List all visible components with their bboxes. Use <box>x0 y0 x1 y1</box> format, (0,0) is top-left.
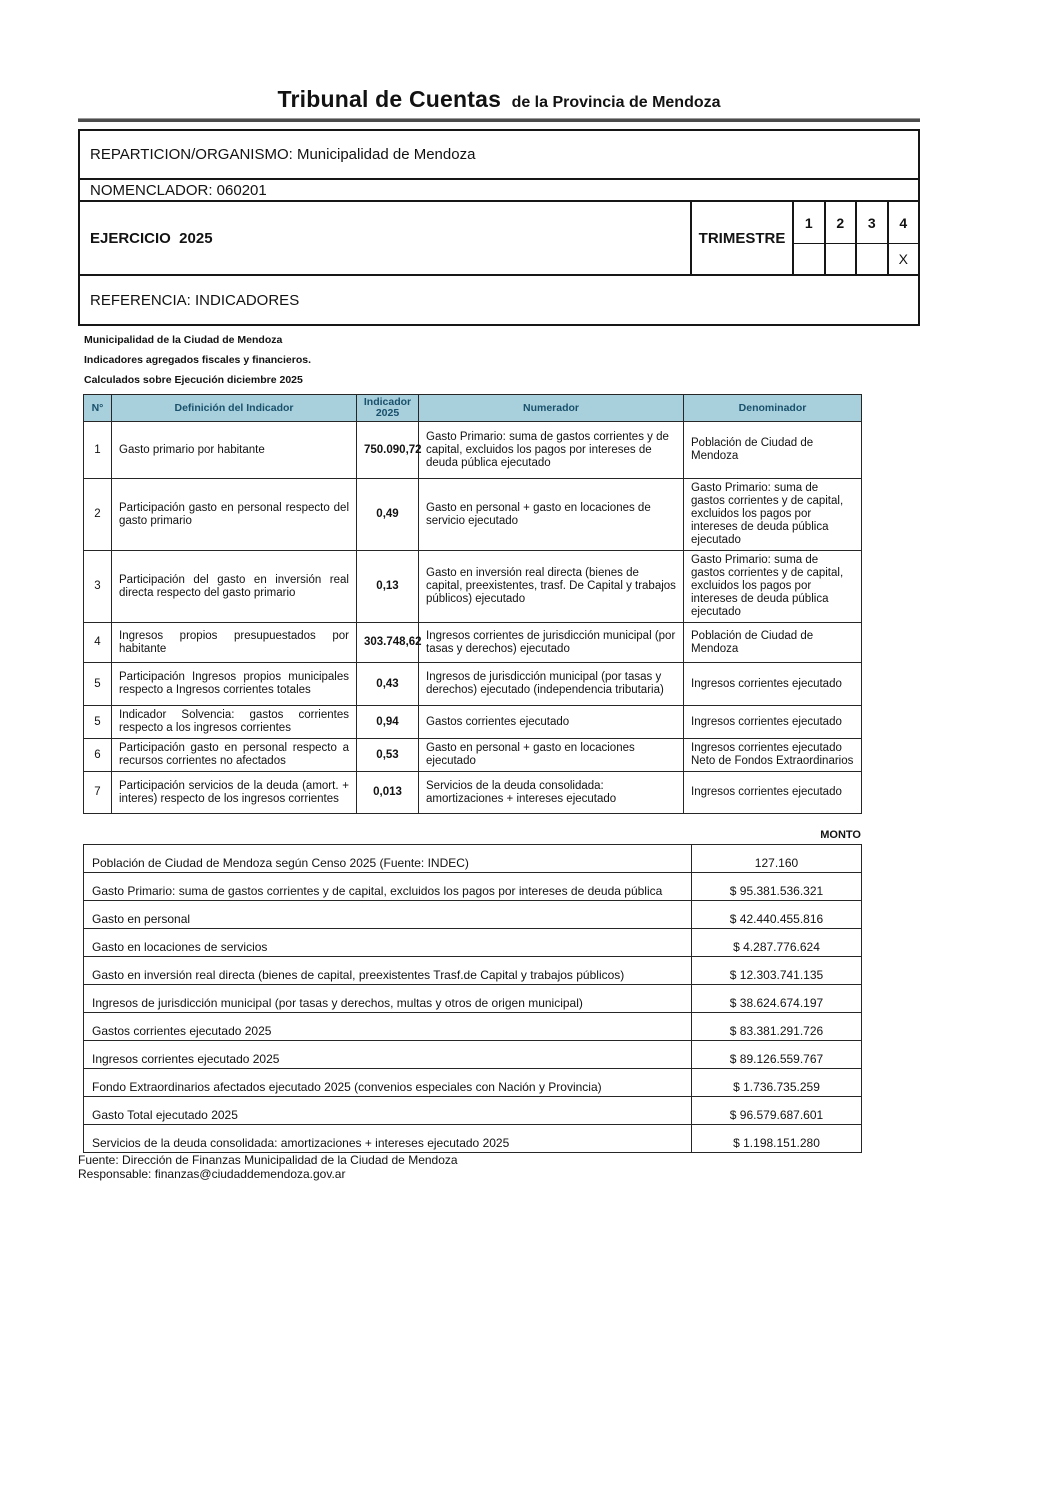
monto-row-label: Gastos corrientes ejecutado 2025 <box>84 1013 692 1041</box>
monto-row-value: $ 4.287.776.624 <box>692 929 862 957</box>
trimestre-mark-4: X <box>898 251 908 267</box>
monto-column-header: MONTO <box>820 829 861 841</box>
trimestre-number-3: 3 <box>857 202 887 244</box>
indicator-denominator: Gasto Primario: suma de gastos corrientes y de capital, excluidos los pagos por intereses de deuda pública ejecutado <box>684 479 862 551</box>
monto-table <box>83 844 862 1153</box>
monto-row <box>84 1069 862 1097</box>
indicator-numerator: Gasto en inversión real directa (bienes de capital, preexistentes, trasf. De Capital y trabajos públicos) ejecutado <box>419 551 684 623</box>
indicator-row <box>84 663 862 706</box>
indicator-number: 4 <box>84 623 112 663</box>
indicator-denominator: Ingresos corrientes ejecutado <box>684 772 862 814</box>
monto-row <box>84 957 862 985</box>
indicator-number: 7 <box>84 772 112 814</box>
indicator-denominator: Gasto Primario: suma de gastos corrientes y de capital, excluidos los pagos por intereses de deuda pública ejecutado <box>684 551 862 623</box>
indicator-number: 3 <box>84 551 112 623</box>
monto-row <box>84 929 862 957</box>
reparticion-text: REPARTICION/ORGANISMO: Municipalidad de Mendoza <box>90 146 476 163</box>
trimestre-label: TRIMESTRE <box>698 229 786 247</box>
header-num: N° <box>84 395 112 422</box>
meta-lines <box>84 334 920 386</box>
indicator-numerator: Gastos corrientes ejecutado <box>419 706 684 739</box>
ejercicio-row <box>80 200 918 274</box>
monto-row-label: Población de Ciudad de Mendoza según Censo 2025 (Fuente: INDEC) <box>84 845 692 873</box>
ejercicio-text: EJERCICIO 2025 <box>90 229 213 247</box>
monto-row-label: Gasto Primario: suma de gastos corrientes y de capital, excluidos los pagos por intereses de deuda pública <box>84 873 692 901</box>
trimestre-col-2 <box>824 202 856 274</box>
referencia-row <box>80 274 918 324</box>
indicator-denominator: Población de Ciudad de Mendoza <box>684 422 862 479</box>
indicator-value: 303.748,62 <box>357 623 419 663</box>
header-box <box>78 129 920 326</box>
monto-row <box>84 901 862 929</box>
trimestre-mark-1 <box>794 244 824 274</box>
indicator-row <box>84 479 862 551</box>
document-title <box>78 0 920 113</box>
monto-row <box>84 873 862 901</box>
monto-row <box>84 1097 862 1125</box>
header-numerador: Numerador <box>419 395 684 422</box>
indicator-definition: Gasto primario por habitante <box>112 422 357 479</box>
monto-row-value: $ 95.381.536.321 <box>692 873 862 901</box>
monto-row-value: $ 12.303.741.135 <box>692 957 862 985</box>
monto-row-value: $ 42.440.455.816 <box>692 901 862 929</box>
nomenclador-row <box>80 178 918 200</box>
monto-row-label: Gasto en personal <box>84 901 692 929</box>
indicator-denominator: Ingresos corrientes ejecutado Neto de Fondos Extraordinarios <box>684 739 862 772</box>
monto-row-value: $ 1.736.735.259 <box>692 1069 862 1097</box>
indicator-numerator: Ingresos corrientes de jurisdicción municipal (por tasas y derechos) ejecutado <box>419 623 684 663</box>
monto-row-label: Servicios de la deuda consolidada: amortizaciones + intereses ejecutado 2025 <box>84 1125 692 1153</box>
title-suffix: de la Provincia de Mendoza <box>511 94 721 111</box>
meta-line-entity: Municipalidad de la Ciudad de Mendoza <box>84 334 283 346</box>
indicator-value: 0,53 <box>357 739 419 772</box>
monto-row-label: Gasto en inversión real directa (bienes de capital, preexistentes Trasf.de Capital y trabajos públicos) <box>84 957 692 985</box>
nomenclador-text: NOMENCLADOR: 060201 <box>90 181 267 199</box>
responsible-line: Responsable: finanzas@ciudaddemendoza.gov.ar <box>78 1167 346 1181</box>
indicator-definition: Participación Ingresos propios municipales respecto a Ingresos corrientes totales <box>112 663 357 706</box>
meta-line-period: Calculados sobre Ejecución diciembre 2025 <box>84 374 303 386</box>
monto-row <box>84 985 862 1013</box>
ejercicio-cell <box>80 202 690 274</box>
header-definicion: Definición del Indicador <box>112 395 357 422</box>
monto-row <box>84 1125 862 1153</box>
monto-row-value: $ 38.624.674.197 <box>692 985 862 1013</box>
indicator-definition: Participación servicios de la deuda (amort. + interes) respecto de los ingresos corrientes <box>112 772 357 814</box>
trimestre-label-cell <box>690 202 792 274</box>
monto-row-value: $ 96.579.687.601 <box>692 1097 862 1125</box>
indicator-value: 0,49 <box>357 479 419 551</box>
monto-row-value: $ 89.126.559.767 <box>692 1041 862 1069</box>
indicator-row <box>84 623 862 663</box>
indicator-numerator: Servicios de la deuda consolidada: amortizaciones + intereses ejecutado <box>419 772 684 814</box>
indicator-row <box>84 706 862 739</box>
indicator-value: 0,94 <box>357 706 419 739</box>
monto-row-label: Gasto Total ejecutado 2025 <box>84 1097 692 1125</box>
monto-row <box>84 1041 862 1069</box>
indicator-row <box>84 772 862 814</box>
indicator-denominator: Población de Ciudad de Mendoza <box>684 623 862 663</box>
indicator-number: 5 <box>84 663 112 706</box>
indicator-value: 0,43 <box>357 663 419 706</box>
indicator-value: 0,13 <box>357 551 419 623</box>
indicator-number: 5 <box>84 706 112 739</box>
trimestre-number-1: 1 <box>794 202 824 244</box>
trimestre-number-2: 2 <box>826 202 856 244</box>
indicator-numerator: Gasto en personal + gasto en locaciones ejecutado <box>419 739 684 772</box>
indicators-table <box>83 394 862 814</box>
trimestre-mark-3 <box>857 244 887 274</box>
indicator-definition: Participación gasto en personal respecto del gasto primario <box>112 479 357 551</box>
document-page <box>78 0 920 1181</box>
document-footer <box>78 1153 920 1181</box>
indicator-denominator: Ingresos corrientes ejecutado <box>684 706 862 739</box>
indicator-numerator: Ingresos de jurisdicción municipal (por tasas y derechos) ejecutado (independencia tributaria) <box>419 663 684 706</box>
monto-row-value: $ 83.381.291.726 <box>692 1013 862 1041</box>
indicator-value: 0,013 <box>357 772 419 814</box>
indicator-number: 2 <box>84 479 112 551</box>
trimestre-mark-2 <box>826 244 856 274</box>
monto-row-label: Fondo Extraordinarios afectados ejecutado 2025 (convenios especiales con Nación y Provincia) <box>84 1069 692 1097</box>
trimestre-grid <box>792 202 918 274</box>
monto-row <box>84 1013 862 1041</box>
monto-row <box>84 845 862 873</box>
title-main: Tribunal de Cuentas <box>277 86 502 112</box>
indicator-numerator: Gasto en personal + gasto en locaciones de servicio ejecutado <box>419 479 684 551</box>
monto-row-value: 127.160 <box>692 845 862 873</box>
referencia-text: REFERENCIA: INDICADORES <box>90 291 300 309</box>
trimestre-col-1 <box>792 202 824 274</box>
indicator-row <box>84 551 862 623</box>
indicator-definition: Indicador Solvencia: gastos corrientes respecto a los ingresos corrientes <box>112 706 357 739</box>
indicator-row <box>84 422 862 479</box>
header-indicador: Indicador 2025 <box>357 395 419 422</box>
indicator-definition: Participación gasto en personal respecto a recursos corrientes no afectados <box>112 739 357 772</box>
indicators-header-row <box>84 395 862 422</box>
monto-row-value: $ 1.198.151.280 <box>692 1125 862 1153</box>
trimestre-col-3 <box>855 202 887 274</box>
trimestre-number-4: 4 <box>889 202 919 244</box>
monto-row-label: Ingresos de jurisdicción municipal (por tasas y derechos, multas y otros de origen municipal) <box>84 985 692 1013</box>
trimestre-col-4 <box>887 202 919 274</box>
reparticion-row <box>80 131 918 178</box>
monto-row-label: Gasto en locaciones de servicios <box>84 929 692 957</box>
indicator-number: 6 <box>84 739 112 772</box>
indicator-row <box>84 739 862 772</box>
header-denominador: Denominador <box>684 395 862 422</box>
monto-row-label: Ingresos corrientes ejecutado 2025 <box>84 1041 692 1069</box>
indicator-definition: Participación del gasto en inversión real directa respecto del gasto primario <box>112 551 357 623</box>
indicator-number: 1 <box>84 422 112 479</box>
source-line: Fuente: Dirección de Finanzas Municipalidad de la Ciudad de Mendoza <box>78 1153 458 1167</box>
meta-line-description: Indicadores agregados fiscales y financieros. <box>84 354 312 366</box>
title-underline <box>78 118 920 122</box>
indicator-definition: Ingresos propios presupuestados por habitante <box>112 623 357 663</box>
indicator-numerator: Gasto Primario: suma de gastos corrientes y de capital, excluidos los pagos por intereses de deuda pública ejecutado <box>419 422 684 479</box>
indicator-value: 750.090,72 <box>357 422 419 479</box>
indicator-denominator: Ingresos corrientes ejecutado <box>684 663 862 706</box>
